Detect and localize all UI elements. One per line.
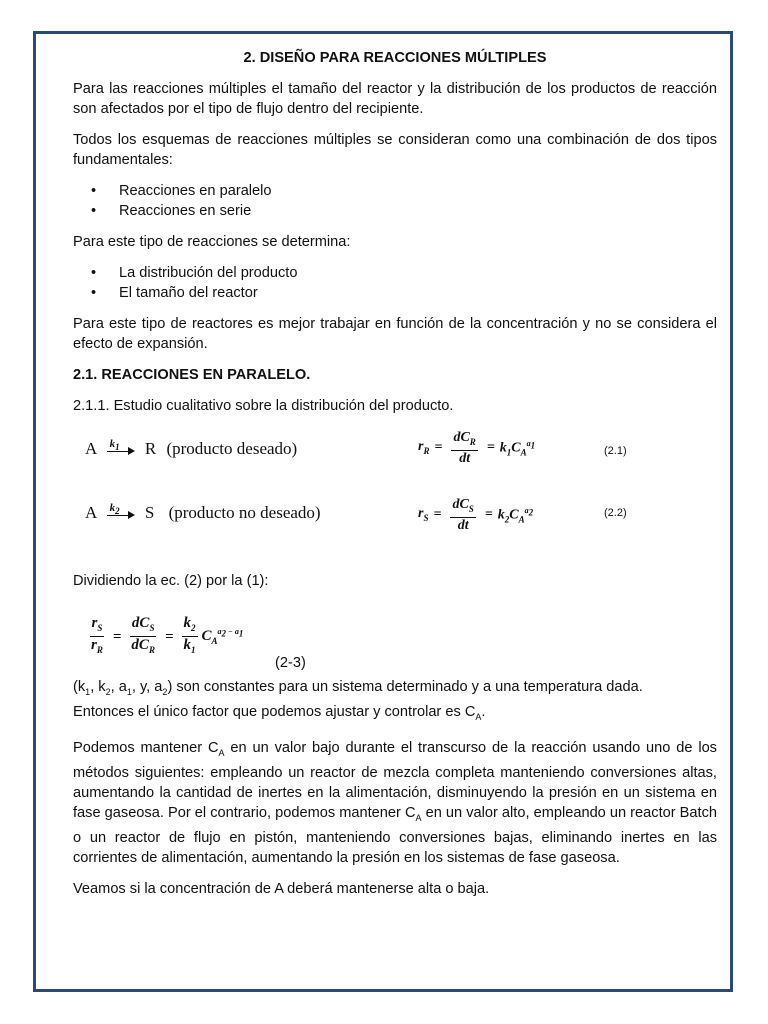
reaction-arrow-icon xyxy=(107,502,135,521)
ratio-equation: $\frac{r_S}{r_R}$ = $\frac{dC_S}{dC_R}$ = $\frac{k_2}{k_1}$ $C_A^{a_2 - a_1}$ xyxy=(91,615,244,655)
section-heading: 2.1. REACCIONES EN PARALELO. xyxy=(73,367,311,383)
paragraph-schemes: Todos los esquemas de reacciones múltiples se consideran como una combinación de dos tipos fundamentales: xyxy=(73,132,717,168)
ratio-equation-block xyxy=(73,615,717,677)
reaction-equations xyxy=(73,427,717,557)
paragraph-intro: Para las reacciones múltiples el tamaño del reactor y la distribución de los productos de reacción son afectados por el tipo de flujo dentro del recipiente. xyxy=(73,81,717,117)
paragraph-constants xyxy=(73,677,717,727)
product-description: (producto no deseado) xyxy=(168,503,321,522)
rate-constant: $k_2$ xyxy=(109,502,120,517)
product-description: (producto deseado) xyxy=(166,439,298,458)
rate-equation-1: $r_R$ = $\frac{dC_R}{dt}$ = $k_1C_A^{a_1}$ xyxy=(418,430,536,466)
rate-equation-2: $r_S$ = $\frac{dC_S}{dt}$ = $k_2C_A^{a_2}$ xyxy=(418,497,534,533)
paragraph-methods: Podemos mantener $C_A$ en un valor bajo durante el transcurso de la reacción usando uno de los métodos siguientes: empleando un reactor de mezcla completa manteniendo conversiones altas, aumentando la cantidad de inertes en la alimentación, disminuyendo la presión en un sistema en fase gaseosa. Por el contrario, podemos mantener $C_A$ en un valor alto, empleando un reactor Batch o un reactor de flujo en pistón, manteniendo conversiones bajas, eliminando inertes en las corrientes de alimentación, aumentando la presión en los sistemas de fase gaseosa. xyxy=(73,739,718,866)
product: R xyxy=(144,439,157,458)
equation-number: (2.1) xyxy=(604,445,627,457)
product: S xyxy=(144,503,155,522)
reactant: A xyxy=(85,503,97,522)
reaction-types-list xyxy=(73,181,717,221)
list-item: • El tamaño del reactor xyxy=(119,283,717,303)
subsection-heading: 2.1.1. Estudio cualitativo sobre la distribución del producto. xyxy=(73,398,454,414)
document-body xyxy=(73,48,717,910)
reaction-2 xyxy=(85,503,321,523)
list-item: • Reacciones en paralelo xyxy=(119,181,717,201)
constants-line: ($k_1$, $k_2$, $a_1$, y, $a_2$) son constantes para un sistema determinado y a una temperatura dada. xyxy=(73,679,643,697)
reactant: A xyxy=(85,439,97,458)
equation-number: (2-3) xyxy=(275,655,306,671)
paragraph-determine: Para este tipo de reacciones se determina: xyxy=(73,234,351,250)
rate-constant: $k_1$ xyxy=(109,438,120,453)
reaction-1 xyxy=(85,439,297,459)
control-line: Entonces el único factor que podemos ajustar y controlar es $C_A$. xyxy=(73,703,486,722)
determine-list xyxy=(73,263,717,303)
equation-number: (2.2) xyxy=(604,507,627,519)
list-item: • Reacciones en serie xyxy=(119,201,717,221)
reaction-arrow-icon xyxy=(107,438,135,457)
paragraph-closing: Veamos si la concentración de A deberá mantenerse alta o baja. xyxy=(73,880,490,897)
paragraph-dividing: Dividiendo la ec. (2) por la (1): xyxy=(73,573,269,589)
list-item: • La distribución del producto xyxy=(119,263,717,283)
paragraph-concentration: Para este tipo de reactores es mejor trabajar en función de la concentración y no se considera el efecto de expansión. xyxy=(73,316,717,352)
document-title: 2. DISEÑO PARA REACCIONES MÚLTIPLES xyxy=(243,50,547,66)
